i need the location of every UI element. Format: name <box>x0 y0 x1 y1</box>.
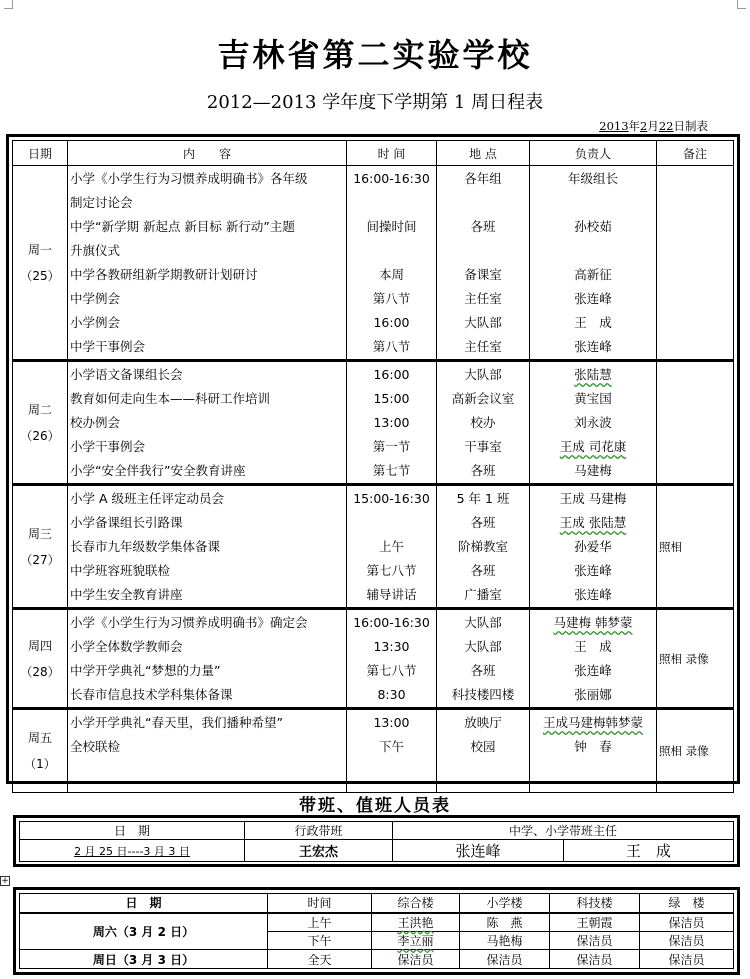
event-place: 各年组 <box>464 171 502 186</box>
schedule-person-cell <box>530 485 657 609</box>
schedule-place-cell <box>437 485 530 609</box>
weekend-header-time: 时间 <box>268 894 372 913</box>
day-name: 周三 <box>27 526 52 541</box>
duty-header-heads: 中学、小学带班主任 <box>393 822 734 840</box>
event-content: 中学班容班貌联检 <box>70 563 171 578</box>
event-place: 各班 <box>470 463 496 478</box>
header-content: 内 容 <box>68 141 347 166</box>
event-time: 16:00-16:30 <box>353 615 430 630</box>
event-content: 小学《小学生行为习惯养成明确书》确定会 <box>70 615 308 630</box>
day-row <box>13 166 734 361</box>
duty-header-admin: 行政带班 <box>245 822 393 840</box>
event-time: 间操时间 <box>366 219 417 234</box>
event-person: 马建梅 韩梦蒙 <box>553 615 633 630</box>
schedule-table-frame <box>6 134 740 784</box>
event-place: 科技楼四楼 <box>451 687 515 702</box>
event-content: 中学各教研组新学期教研计划研讨 <box>70 267 258 282</box>
event-time: 第七八节 <box>366 563 417 578</box>
weekend-sun-label: 周日（3 月 3 日） <box>20 950 268 969</box>
day-name: 周四 <box>27 638 52 653</box>
blank-line <box>439 191 527 215</box>
schedule-time-cell <box>347 485 437 609</box>
schedule-time-cell <box>347 709 437 793</box>
event-content: 制定讨论会 <box>70 195 133 210</box>
schedule-person-cell <box>530 166 657 361</box>
event-person: 张连峰 <box>574 291 612 306</box>
schedule-person-cell <box>530 709 657 793</box>
duty-date: 2 月 25 日----3 月 3 日 <box>20 840 245 862</box>
event-person: 刘永波 <box>574 415 612 430</box>
event-content: 小学开学典礼“春天里，我们播种希望” <box>70 715 283 730</box>
event-content: 小学全体数学教师会 <box>70 639 183 654</box>
event-person: 张连峰 <box>574 339 612 354</box>
event-person: 钟 春 <box>574 739 612 754</box>
event-person: 王 成 <box>574 639 612 654</box>
weekend-cell: 保洁员 <box>460 950 550 969</box>
event-content: 小学例会 <box>70 315 121 330</box>
weekend-header-b4: 绿 楼 <box>640 894 734 913</box>
event-place: 放映厅 <box>464 715 502 730</box>
schedule-subtitle: 2012—2013 学年度下学期第 1 周日程表 <box>206 92 544 113</box>
day-cell <box>13 709 68 793</box>
event-place: 各班 <box>470 515 496 530</box>
event-time: 8:30 <box>377 687 406 702</box>
header-note: 备注 <box>657 141 734 166</box>
schedule-person-cell <box>530 609 657 709</box>
event-person: 孙校茹 <box>574 219 612 234</box>
event-time: 16:00-16:30 <box>353 171 430 186</box>
weekend-cell: 李立丽 <box>372 932 460 950</box>
weekend-cell: 陈 燕 <box>460 913 550 932</box>
note-cell: 照相 录像 <box>657 609 734 709</box>
duty-header-date: 日 期 <box>20 822 245 840</box>
event-content: 中学“新学期 新起点 新目标 新行动”主题 <box>70 219 295 234</box>
blank-line <box>439 239 527 263</box>
weekend-time: 下午 <box>268 932 372 950</box>
event-person: 马建梅 <box>574 463 612 478</box>
weekend-header-b2: 小学楼 <box>460 894 550 913</box>
weekend-header-b1: 综合楼 <box>372 894 460 913</box>
header-day: 日期 <box>13 141 68 166</box>
event-content: 全校联检 <box>70 739 121 754</box>
weekend-table-frame <box>13 887 740 975</box>
duty-header-row <box>20 822 734 840</box>
event-time: 第七八节 <box>366 663 417 678</box>
event-place: 主任室 <box>464 291 502 306</box>
event-time: 13:30 <box>373 639 410 654</box>
weekend-cell: 王朝霞 <box>550 913 640 932</box>
schedule-content-cell <box>68 485 347 609</box>
day-row <box>13 609 734 709</box>
event-time: 13:00 <box>373 415 410 430</box>
weekend-cell: 保洁员 <box>372 950 460 969</box>
event-place: 各班 <box>470 663 496 678</box>
schedule-time-cell <box>347 609 437 709</box>
event-content: 小学《小学生行为习惯养成明确书》各年级 <box>70 171 308 186</box>
schedule-place-cell <box>437 709 530 793</box>
blank-line <box>532 239 654 263</box>
event-time: 15:00-16:30 <box>353 491 430 506</box>
schedule-content-cell <box>68 709 347 793</box>
event-place: 高新会议室 <box>451 391 515 406</box>
event-time: 15:00 <box>373 391 410 406</box>
weekend-cell: 保洁员 <box>640 932 734 950</box>
event-content: 小学“安全伴我行”安全教育讲座 <box>70 463 246 478</box>
event-place: 各班 <box>470 219 496 234</box>
weekend-sat-label: 周六（3 月 2 日） <box>20 913 268 950</box>
event-time: 13:00 <box>373 715 410 730</box>
blank-line <box>532 191 654 215</box>
event-content: 中学开学典礼“梦想的力量” <box>70 663 221 678</box>
event-time: 下午 <box>378 739 404 754</box>
day-cell <box>13 609 68 709</box>
event-time: 本周 <box>378 267 404 282</box>
event-place: 校园 <box>470 739 496 754</box>
day-cell <box>13 361 68 485</box>
day-number: （27） <box>20 552 60 567</box>
blank-line <box>349 239 434 263</box>
day-number: （25） <box>20 268 60 283</box>
event-content: 中学生安全教育讲座 <box>70 587 183 602</box>
schedule-time-cell <box>347 166 437 361</box>
duty-head-primary: 王 成 <box>564 840 734 862</box>
event-time: 辅导讲话 <box>366 587 417 602</box>
event-person: 王成 司花康 <box>559 439 627 454</box>
schedule-content-cell <box>68 166 347 361</box>
weekend-sat-am-row <box>20 913 734 932</box>
table-move-handle-icon[interactable]: + <box>1 876 9 886</box>
weekend-cell: 保洁员 <box>550 932 640 950</box>
event-content: 长春市九年级数学集体备课 <box>70 539 221 554</box>
event-time <box>349 511 434 535</box>
schedule-header-row <box>13 141 734 166</box>
school-title: 吉林省第二实验学校 <box>217 36 533 74</box>
event-person: 张陆慧 <box>574 367 612 382</box>
event-content: 教育如何走向生本——科研工作培训 <box>70 391 271 406</box>
weekend-header-date: 日 期 <box>20 894 268 913</box>
schedule-table <box>12 140 734 793</box>
note-cell <box>657 166 734 361</box>
event-time: 16:00 <box>373 367 410 382</box>
weekend-header-row <box>20 894 734 913</box>
event-place: 阶梯教室 <box>457 539 508 554</box>
event-place: 大队部 <box>464 615 502 630</box>
page-corner-mark <box>737 0 746 9</box>
day-number: （26） <box>20 428 60 443</box>
weekend-cell: 保洁员 <box>640 950 734 969</box>
event-content: 升旗仪式 <box>70 243 121 258</box>
event-place: 校办 <box>470 415 496 430</box>
note-cell <box>657 361 734 485</box>
event-person: 张丽娜 <box>574 687 612 702</box>
day-name: 周五 <box>27 731 52 745</box>
duty-admin: 王宏杰 <box>245 840 393 862</box>
event-person: 孙爱华 <box>574 539 612 554</box>
header-time: 时 间 <box>347 141 437 166</box>
weekend-time: 全天 <box>268 950 372 969</box>
event-time: 第一节 <box>372 439 411 454</box>
event-person: 张连峰 <box>574 587 612 602</box>
weekend-time: 上午 <box>268 913 372 932</box>
event-place: 大队部 <box>464 639 502 654</box>
note-cell: 照相 录像 <box>657 709 734 793</box>
duty-table-title: 带班、值班人员表 <box>299 796 451 816</box>
day-number: （1） <box>24 757 56 771</box>
weekend-header-b3: 科技楼 <box>550 894 640 913</box>
event-place: 备课室 <box>464 267 502 282</box>
date-made: 2013年2月22日制表 <box>599 119 708 133</box>
event-person: 王成 张陆慧 <box>559 515 627 530</box>
duty-row <box>20 840 734 862</box>
page-corner-mark <box>4 0 13 9</box>
event-time: 第七节 <box>372 463 411 478</box>
event-time: 第八节 <box>372 339 411 354</box>
event-time: 16:00 <box>373 315 410 330</box>
day-cell <box>13 166 68 361</box>
event-person: 黄宝国 <box>574 391 612 406</box>
event-person: 高新征 <box>574 267 612 282</box>
weekend-table <box>19 893 734 969</box>
event-person: 王成 马建梅 <box>559 491 627 506</box>
schedule-time-cell <box>347 361 437 485</box>
schedule-place-cell <box>437 361 530 485</box>
event-time: 第八节 <box>372 291 411 306</box>
schedule-place-cell <box>437 166 530 361</box>
schedule-place-cell <box>437 609 530 709</box>
event-content: 长春市信息技术学科集体备课 <box>70 687 233 702</box>
event-place: 各班 <box>470 563 496 578</box>
event-content: 小学干事例会 <box>70 439 146 454</box>
event-person: 王 成 <box>574 315 612 330</box>
header-person: 负责人 <box>530 141 657 166</box>
event-person: 年级组长 <box>567 171 618 186</box>
event-time: 上午 <box>378 539 404 554</box>
event-place: 大队部 <box>464 367 502 382</box>
weekend-sun-row <box>20 950 734 969</box>
weekend-cell: 保洁员 <box>550 950 640 969</box>
weekend-cell: 王洪艳 <box>372 913 460 932</box>
event-person: 张连峰 <box>574 663 612 678</box>
note-cell: 照相 <box>657 485 734 609</box>
day-name: 周一 <box>27 242 52 257</box>
event-person: 王成马建梅韩梦蒙 <box>542 715 643 730</box>
day-cell <box>13 485 68 609</box>
duty-table <box>19 821 734 862</box>
duty-table-frame <box>13 815 740 867</box>
day-number: （28） <box>20 664 60 679</box>
blank-line <box>349 191 434 215</box>
header-place: 地 点 <box>437 141 530 166</box>
schedule-person-cell <box>530 361 657 485</box>
event-place: 干事室 <box>464 439 502 454</box>
event-content: 中学例会 <box>70 291 121 306</box>
event-person: 张连峰 <box>574 563 612 578</box>
event-content: 校办例会 <box>70 415 121 430</box>
schedule-content-cell <box>68 609 347 709</box>
day-name: 周二 <box>27 402 52 417</box>
weekend-cell: 马艳梅 <box>460 932 550 950</box>
day-row <box>13 485 734 609</box>
event-content: 小学 A 级班主任评定动员会 <box>70 491 224 506</box>
event-place: 5 年 1 班 <box>456 491 510 506</box>
event-content: 小学备课组长引路课 <box>70 515 183 530</box>
duty-head-middle: 张连峰 <box>393 840 564 862</box>
event-place: 广播室 <box>464 587 502 602</box>
day-row <box>13 361 734 485</box>
event-content: 小学语文备课组长会 <box>70 367 183 382</box>
event-place: 大队部 <box>464 315 502 330</box>
weekend-cell: 保洁员 <box>640 913 734 932</box>
day-row <box>13 709 734 793</box>
schedule-content-cell <box>68 361 347 485</box>
event-content: 中学干事例会 <box>70 339 146 354</box>
event-place: 主任室 <box>464 339 502 354</box>
